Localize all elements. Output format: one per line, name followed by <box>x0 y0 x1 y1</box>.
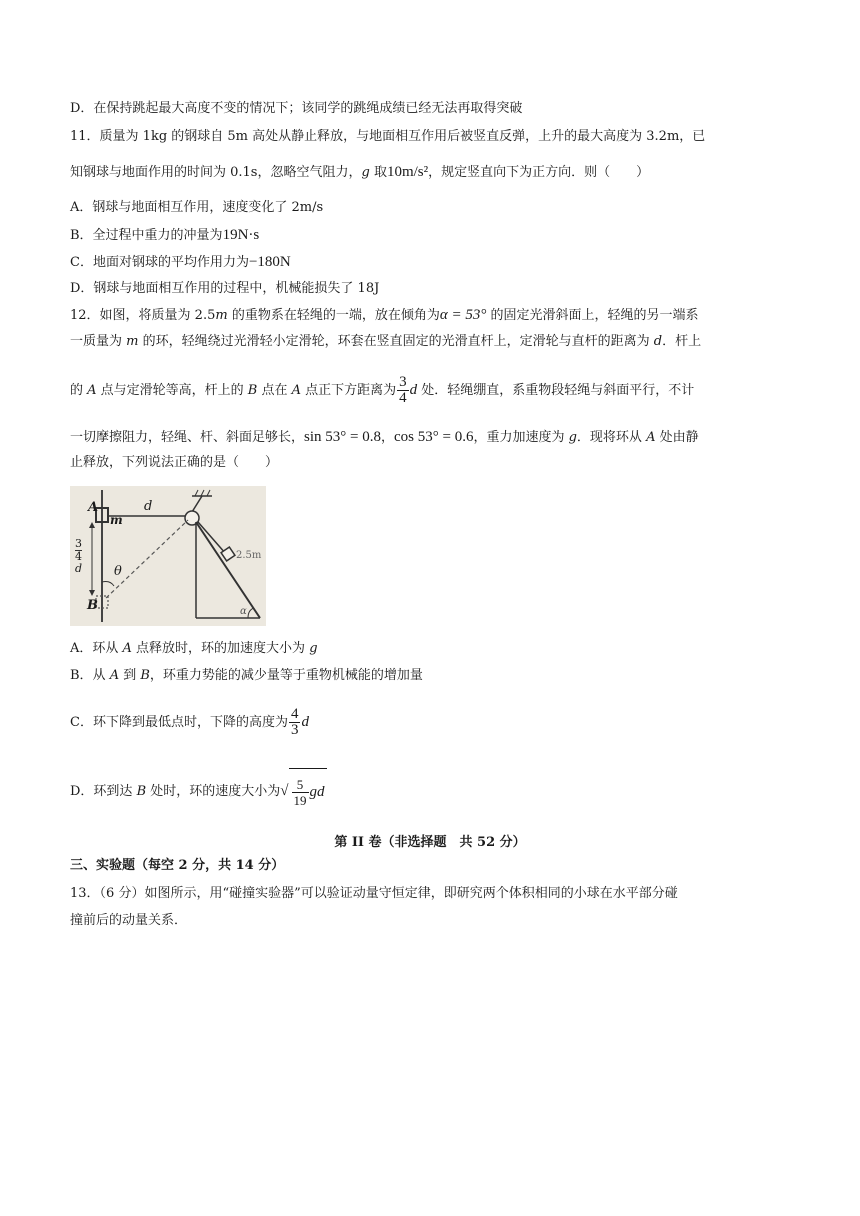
alpha-arc <box>248 608 254 618</box>
q12-stem-line-3: 的 A 点与定滑轮等高，杆上的 B 点在 A 点正下方距离为 $\frac{3}{4}$ d 处．轻绳绷直，系重物段轻绳与斜面平行，不计 <box>70 374 695 406</box>
q12-stem-line-2: 一质量为 m 的环，轻绳绕过光滑轻小定滑轮，环套在竖直固定的光滑直杆上，定滑轮与直杆的距离为 d．杆上 <box>70 334 702 349</box>
label-b: B <box>87 598 98 613</box>
label-alpha: α <box>240 606 247 617</box>
q13-stem-line-2: 撞前后的动量关系． <box>70 913 188 928</box>
fraction-four-thirds: $\frac{4}{3}$ <box>290 706 299 738</box>
label-a: A <box>88 500 99 515</box>
label-m: m <box>110 513 123 527</box>
rope-incline <box>198 522 226 554</box>
block <box>221 547 235 561</box>
section-2-title: 第 II 卷（非选择题 共 52 分） <box>334 835 526 850</box>
q11-option-a: A．钢球与地面相互作用，速度变化了 2m/s <box>70 200 324 215</box>
q11-stem-line-2: 知钢球与地面作用的时间为 0.1s，忽略空气阻力，g 取10m/s²，规定竖直向下为正方向．则（ ） <box>70 164 650 180</box>
q12-option-b: B．从 A 到 B，环重力势能的减少量等于重物机械能的增加量 <box>70 668 423 683</box>
q11-option-b: B．全过程中重力的冲量为19N·s <box>70 227 260 243</box>
q13-stem-line-1: 13．（6 分）如图所示，用“碰撞实验器”可以验证动量守恒定律，即研究两个体积相同的小球在水平部分碰 <box>70 886 678 901</box>
q12-stem-line-5: 止释放，下列说法正确的是（ ） <box>70 455 279 470</box>
q12-stem-line-4: 一切摩擦阻力，轻绳、杆、斜面足够长，sin 53° = 0.8，cos 53° = 0.6，重力加速度为 g．现将环从 A 处由静 <box>70 429 699 445</box>
sqrt-expression: √ $\frac{5}{19}$ gd <box>280 768 326 815</box>
fraction-three-quarters: $\frac{3}{4}$ <box>399 374 407 406</box>
theta-arc <box>102 582 114 587</box>
label-three-quarters-d: 3 4 d <box>75 537 83 575</box>
q12-option-d: D．环到达 B 处时，环的速度大小为√ $\frac{5}{19}$ gd <box>70 768 327 815</box>
label-d: d <box>144 499 153 514</box>
q12-option-c: C．环下降到最低点时，下降的高度为 $\frac{4}{3}$ d <box>70 706 309 738</box>
rope-dashed <box>106 520 188 598</box>
label-theta: θ <box>114 564 122 579</box>
q12-figure <box>70 486 266 626</box>
label-mass: 2.5m <box>236 550 262 561</box>
q12-option-a: A．环从 A 点释放时，环的加速度大小为 g <box>70 641 318 656</box>
q11-option-d: D．钢球与地面相互作用的过程中，机械能损失了 18J <box>70 281 380 296</box>
section-3-title: 三、实验题（每空 2 分，共 14 分） <box>70 858 285 873</box>
q10-option-d: D．在保持跳起最大高度不变的情况下；该同学的跳绳成绩已经无法再取得突破 <box>70 101 523 116</box>
incline-surface <box>196 522 260 618</box>
q12-stem-line-1: 12．如图，将质量为 2.5m 的重物系在轻绳的一端，放在倾角为α = 53° 的固定光滑斜面上，轻绳的另一端系 <box>70 307 699 323</box>
q11-option-c: C．地面对钢球的平均作用力为−180N <box>70 254 291 270</box>
q11-stem-line-1: 11．质量为 1kg 的钢球自 5m 高处从静止释放，与地面相互作用后被竖直反弹，上升的最大高度为 3.2m，已 <box>70 129 706 144</box>
